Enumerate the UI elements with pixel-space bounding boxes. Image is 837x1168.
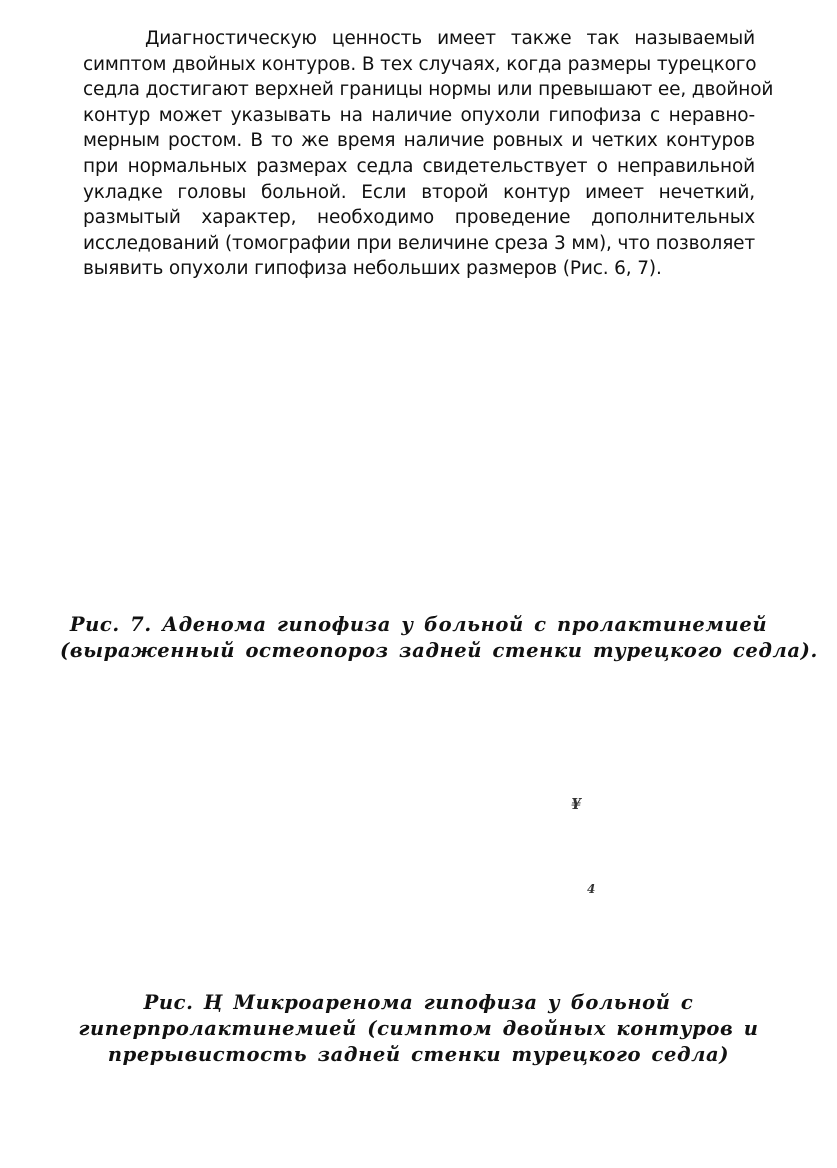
paragraph-line: контур может указывать на наличие опухоли гипофиза с неравно- [83,104,755,126]
figure-marker-upper: ¥ [571,795,582,813]
caption-line: Рис. 7. Аденома гипофиза у больной с пролактинемией [69,613,768,636]
paragraph-line: симптом двойных контуров. В тех случаях, когда размеры турецкого [83,53,757,75]
figure-marker-lower: 4 [587,882,596,896]
paragraph-line: мерным ростом. В то же время наличие ровных и четких контуров [83,130,755,152]
paragraph-line: Диагностическую ценность имеет также так называемый [145,28,755,49]
caption-line: прерывистость задней стенки турецкого седла) [107,1043,730,1066]
body-paragraph [83,26,774,282]
figure-6-caption [60,990,777,1068]
paragraph-line: выявить опухоли гипофиза небольших размеров (Рис. 6, 7). [83,258,662,280]
paragraph-line: при нормальных размерах седла свидетельствует о неправильной [83,155,755,177]
paragraph-line: седла достигают верхней границы нормы или превышают ее, двойной [83,79,774,101]
paragraph-line: исследований (томографии при величине среза 3 мм), что позволяет [83,232,756,254]
paragraph-line: размытый характер, необходимо проведение дополнительных [83,207,755,229]
paragraph-line: укладке головы больной. Если второй контур имеет нечеткий, [83,181,755,203]
figure-7-caption [60,612,818,664]
caption-line: гиперпролактинемией (симптом двойных контуров и [78,1017,759,1040]
caption-line: Рис. Ң Микроаренома гипофиза у больной с [143,991,694,1014]
caption-line: (выраженный остеопороз задней стенки турецкого седла). [60,639,818,662]
